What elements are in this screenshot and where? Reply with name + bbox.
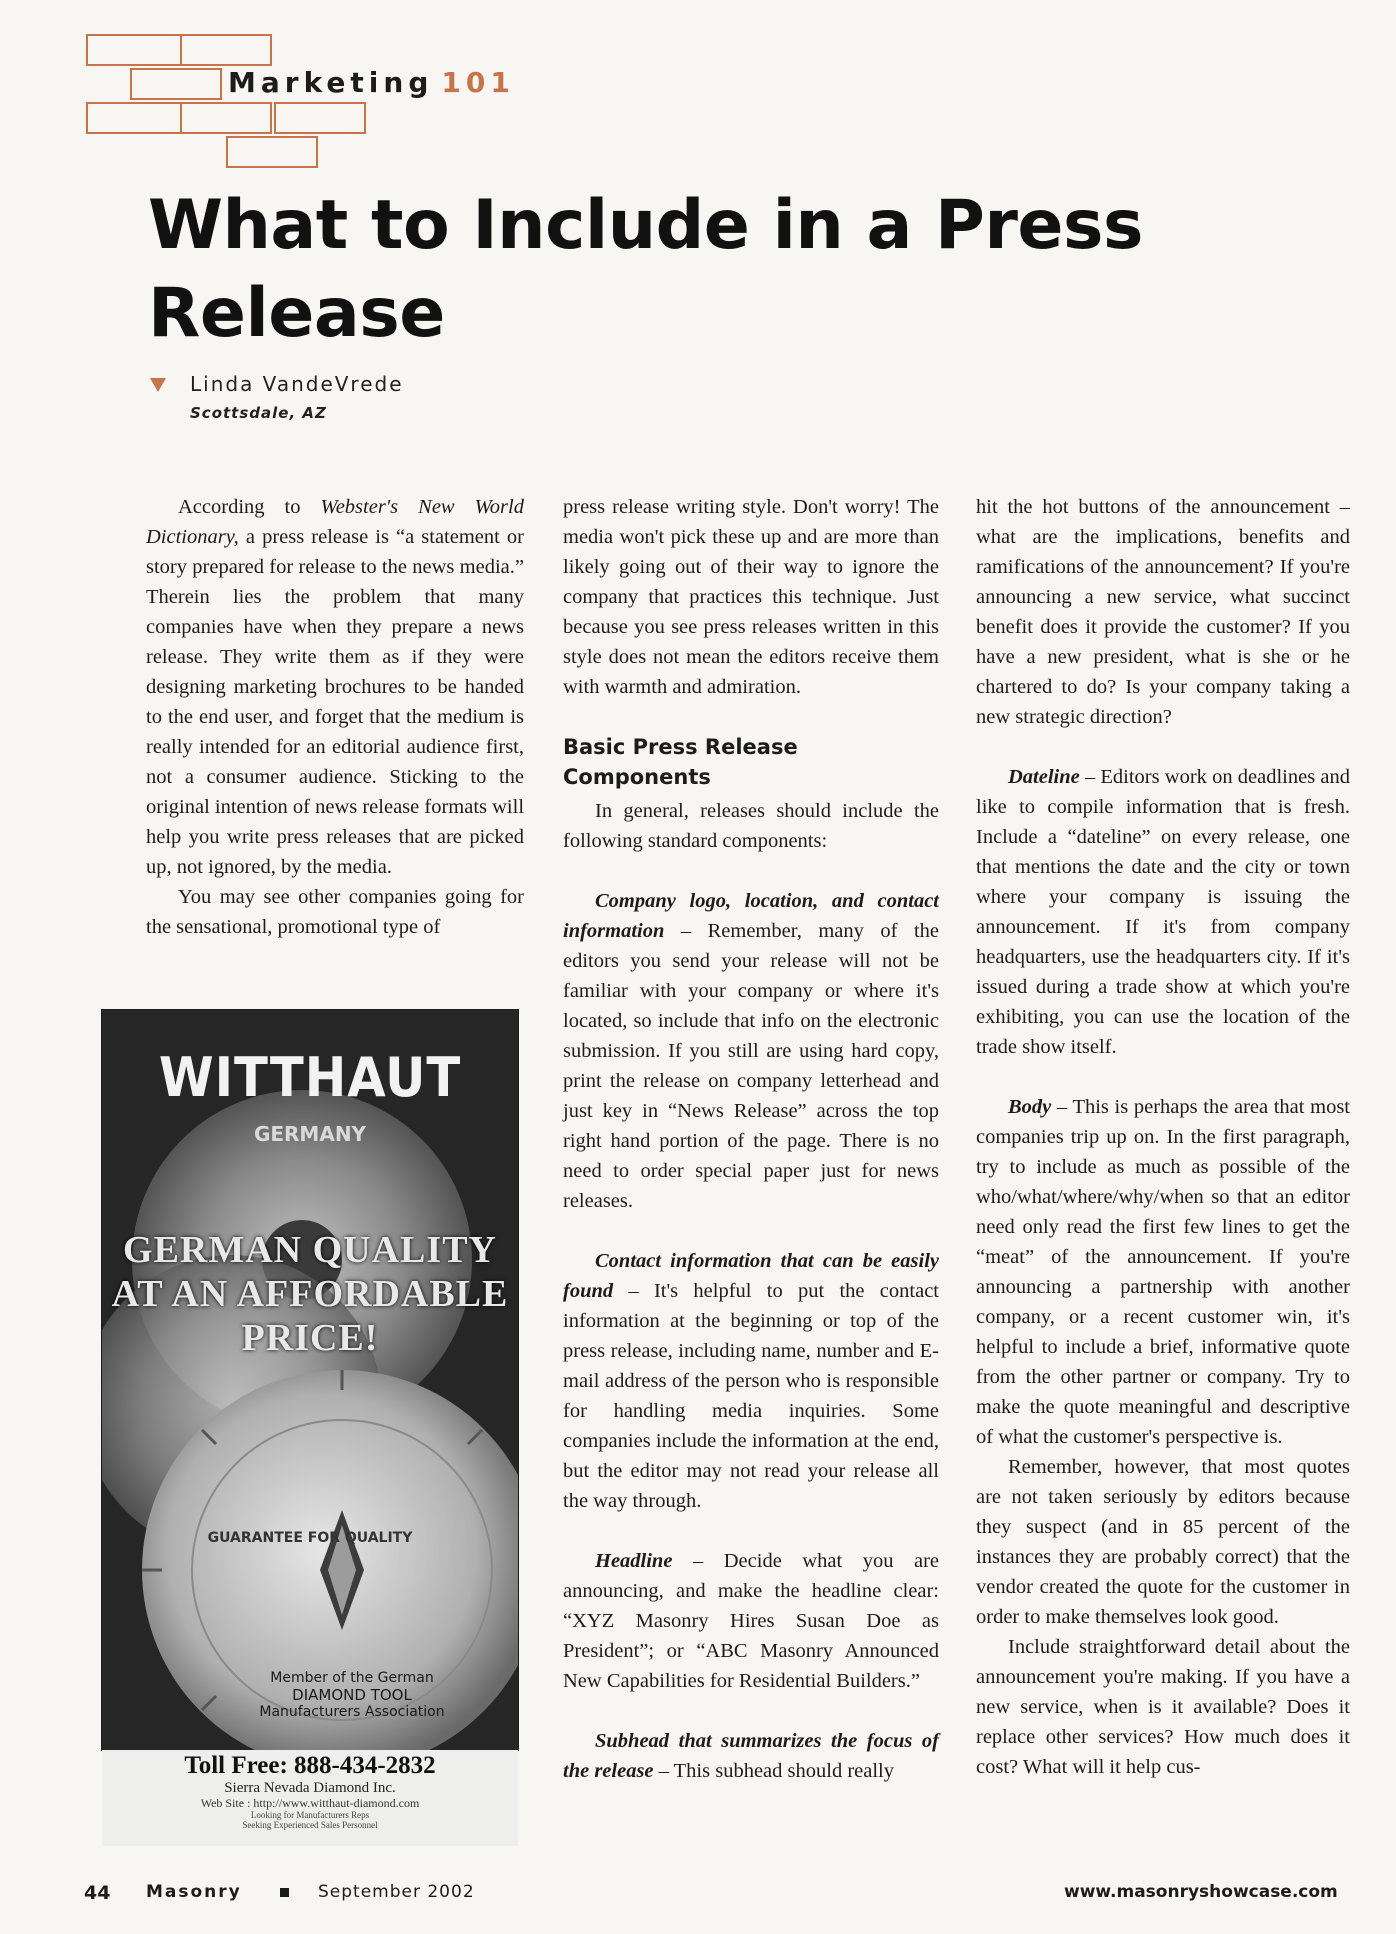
component-item: Dateline – Editors work on deadlines and like to compile information that is fresh. Include a “dateline” on every release, one that mentions the date and the city or town where your company is issuing the announcement. If it's from company headquarters, use the headquarters city. If it's issued during a trade show at which you're exhibiting, you can use the location of the trade show itself. (976, 766, 1350, 1058)
section-label: Marketing (228, 66, 434, 99)
footer-square-icon (280, 1888, 289, 1897)
paragraph: Remember, however, that most quotes are not taken seriously by editors because they suspect (and in 85 percent of the instances they are probably correct) that the vendor created the quote for the customer in order to make themselves look good. (976, 1456, 1350, 1628)
component-item: Company logo, location, and contact information – Remember, many of the editors you send your release will not be familiar with your company or where it's located, so include that info on the electronic submission. If you still are using hard copy, print the release on company letterhead and just key in “News Release” across the top right hand portion of the page. There is no need to order special paper just for news releases. (563, 890, 939, 1212)
paragraph: Include straightforward detail about the announcement you're making. If you have a new service, when is it available? Does it replace other services? How much does it cost? What will it help cus- (976, 1636, 1350, 1778)
ad-guarantee: GUARANTEE FOR QUALITY (207, 1530, 413, 1546)
component-item: Contact information that can be easily found – It's helpful to put the contact information at the beginning or top of the press release, including name, number and E-mail address of the person who is responsible for handling media inquiries. Some companies include the information at the end, but the editor may not read your release all the way through. (563, 1250, 939, 1512)
ad-brand: WITTHAUT (158, 1046, 462, 1109)
article-column-1 (146, 492, 524, 942)
section-number: 101 (441, 66, 515, 99)
saw-blades-image (102, 1010, 518, 1750)
ad-company: Sierra Nevada Diamond Inc. (224, 1780, 396, 1796)
author-location: Scottsdale, AZ (190, 404, 327, 422)
ad-country: GERMANY (253, 1122, 367, 1146)
article-title: What to Include in a Press Release (148, 186, 1143, 353)
website-link[interactable]: www.masonryshowcase.com (1064, 1882, 1338, 1902)
byline-triangle-icon (150, 378, 166, 392)
ad-slogan: GERMAN QUALITY AT AN AFFORDABLE PRICE! (111, 1229, 509, 1359)
ad-website[interactable]: Web Site : http://www.witthaut-diamond.com (200, 1796, 420, 1810)
component-item: Subhead that summarizes the focus of the release – This subhead should really (563, 1730, 939, 1782)
ad-phone: Toll Free: 888-434-2832 (184, 1752, 436, 1779)
issue-date: September 2002 (318, 1882, 475, 1902)
paragraph: press release writing style. Don't worry! The media won't pick these up and are more than likely going out of their way to ignore the company that practices this technique. Just because you see press releases written in this style does not mean the editors receive them with warmth and admiration. (563, 496, 939, 698)
author-name: Linda VandeVrede (190, 372, 404, 396)
section-subhead: Basic Press Release Components (563, 735, 798, 789)
article-column-3 (976, 492, 1350, 1782)
ad-contact (102, 1750, 518, 1846)
paragraph: You may see other companies going for the sensational, promotional type of (146, 886, 524, 938)
component-item: Body – This is perhaps the area that most companies trip up on. In the first paragraph, try to include as much as possible of the who/what/where/why/when so that an editor need only read the first few lines to get the “meat” of the announcement. If you're announcing a partnership with another company, or a recent customer win, it's helpful to include a brief, informative quote from the other partner or company. Try to make the quote meaningful and descriptive of what the customer's perspective is. (976, 1096, 1350, 1448)
ad-note: Seeking Experienced Sales Personnel (242, 1820, 378, 1830)
magazine-name: Masonry (146, 1882, 242, 1902)
advertisement[interactable] (102, 1010, 518, 1750)
paragraph: In general, releases should include the following standard components: (563, 800, 939, 852)
paragraph: hit the hot buttons of the announcement – what are the implications, benefits and ramifications of the announcement? If you're announcing a new service, what succinct benefit does it provide the customer? If you have a new president, what is she or he chartered to do? Is your company taking a new strategic direction? (976, 496, 1350, 728)
ad-note: Looking for Manufacturers Reps (250, 1810, 370, 1820)
section-kicker (228, 66, 515, 99)
ad-member-text: Member of the German DIAMOND TOOL Manufacturers Association (259, 1670, 445, 1720)
component-item: Headline – Decide what you are announcing, and make the headline clear: “XYZ Masonry Hires Susan Doe as President”; or “ABC Masonry Announced New Capabilities for Residential Builders.” (563, 1550, 939, 1692)
page-number: 44 (84, 1882, 111, 1904)
article-column-2 (563, 492, 939, 1786)
paragraph: According to Webster's New World Dictionary, a press release is “a statement or story prepared for release to the news media.” Therein lies the problem that many companies have when they prepare a news release. They write them as if they were designing marketing brochures to be handed to the end user, and forget that the medium is really intended for an editorial audience first, not a consumer audience. Sticking to the original intention of news release formats will help you write press releases that are picked up, not ignored, by the media. (146, 496, 525, 878)
